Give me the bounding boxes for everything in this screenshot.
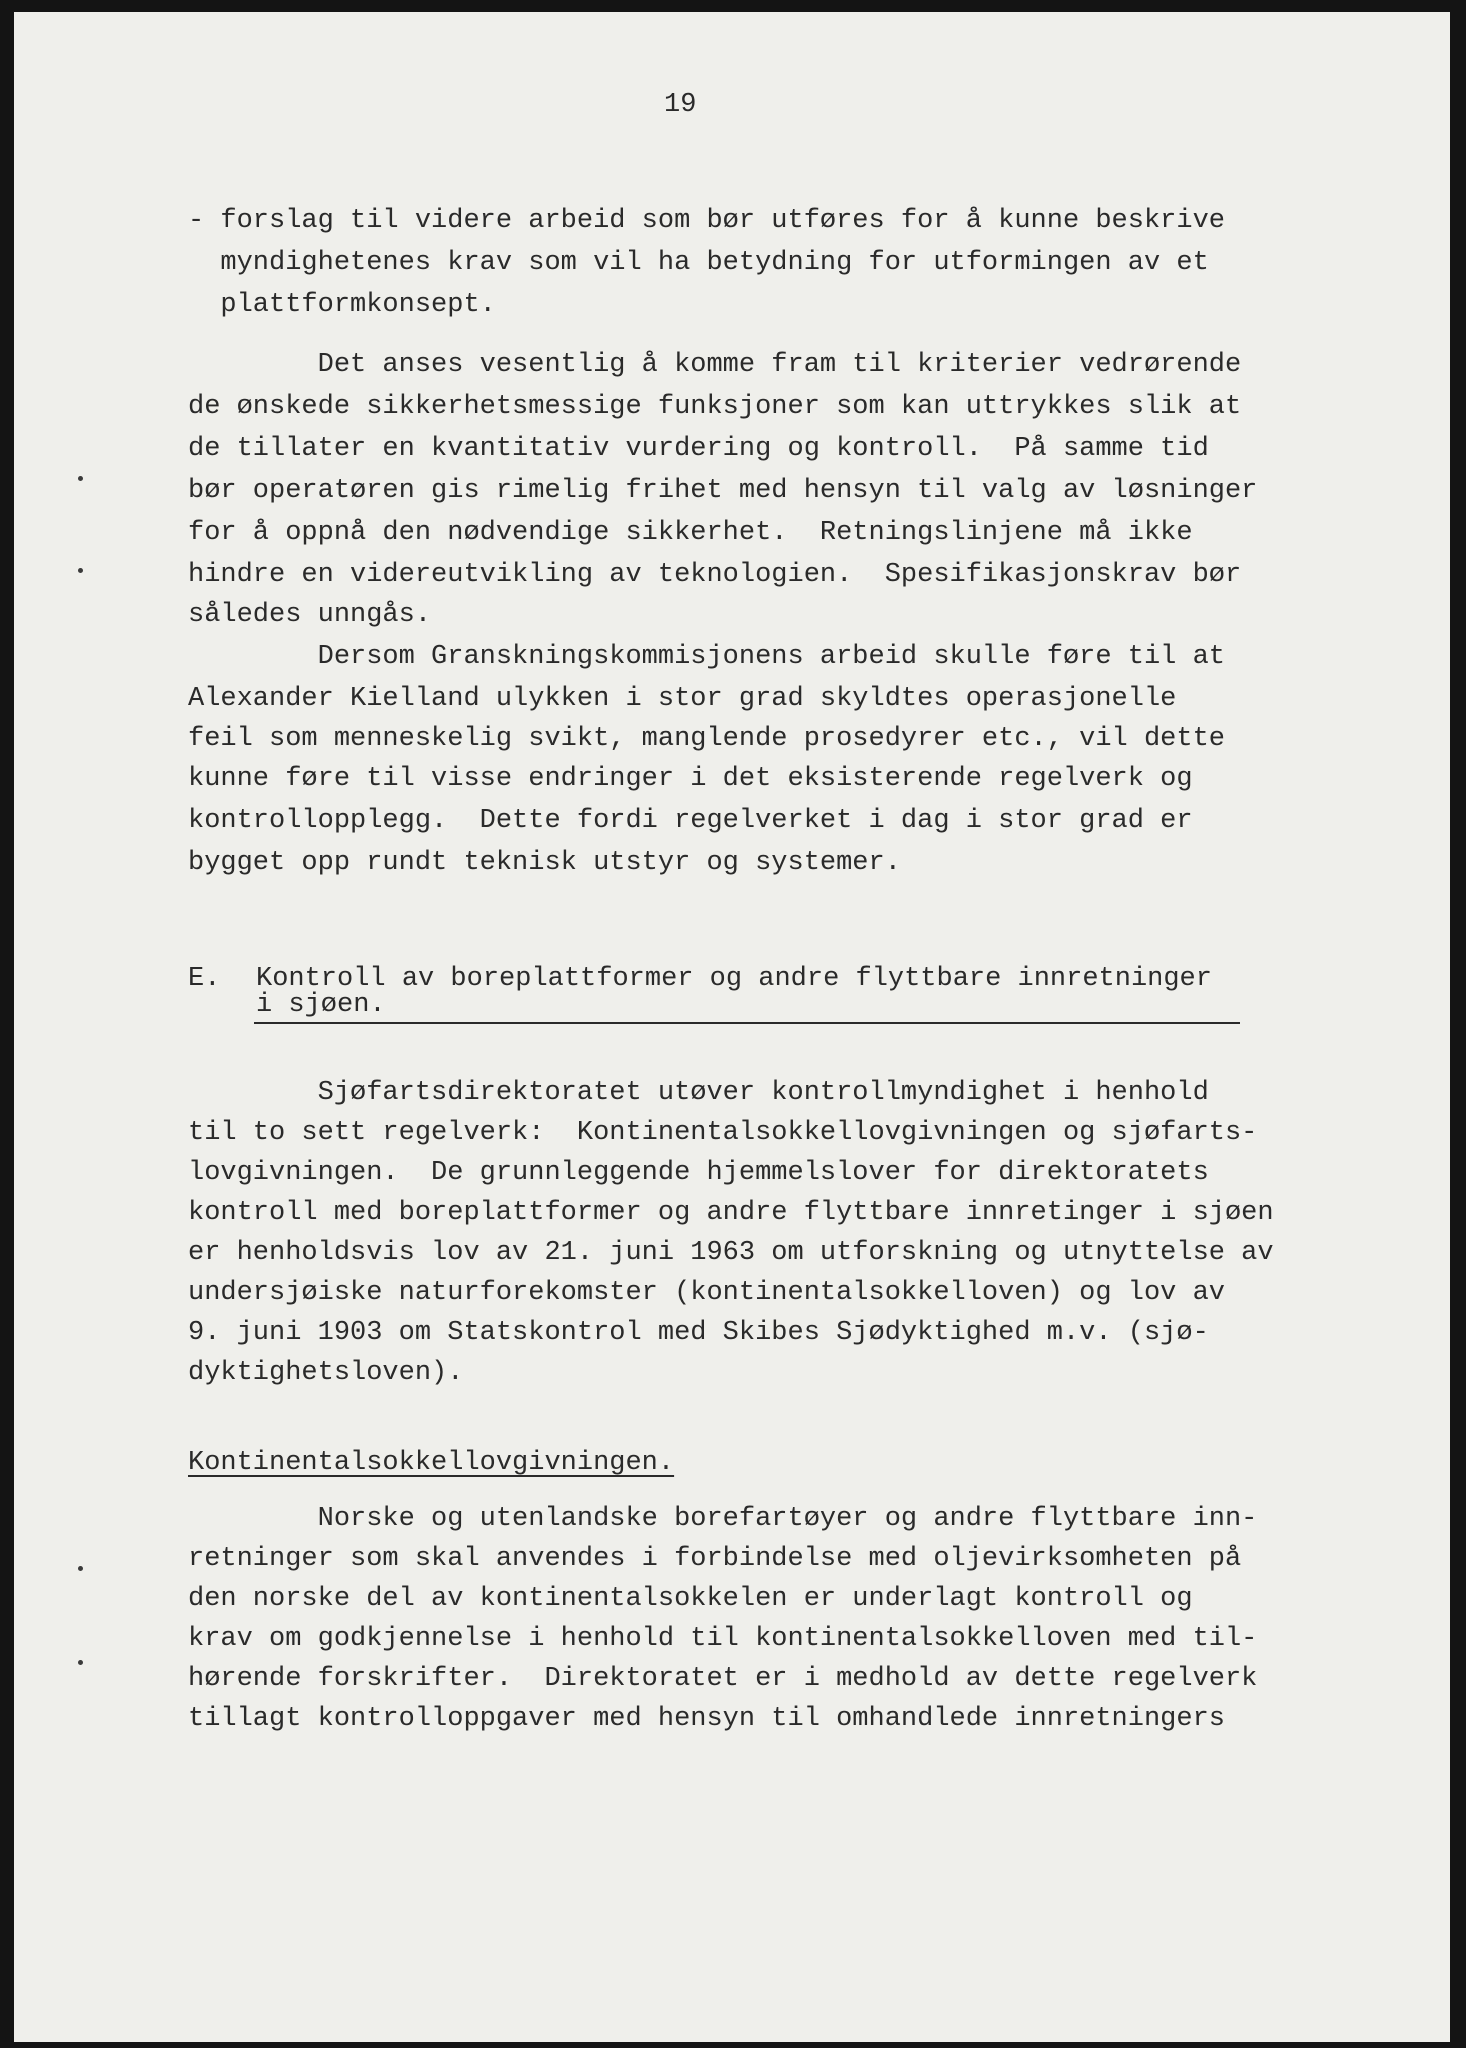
para3-line-8: dyktighetsloven). xyxy=(188,1358,464,1388)
para3-line-1: Sjøfartsdirektoratet utøver kontrollmyndighet i henhold xyxy=(188,1078,1209,1108)
section-e-title-line-2: i sjøen. xyxy=(256,990,386,1020)
para2-line-5: kontrollopplegg. Dette fordi regelverket i dag i stor grad er xyxy=(188,806,1193,836)
para1-line-7: således unngås. xyxy=(188,600,432,630)
bullet-line-3: plattformkonsept. xyxy=(188,290,496,320)
section-e-title-line-1: Kontroll av boreplattformer og andre flyttbare innretninger xyxy=(256,964,1212,994)
para2-line-4: kunne føre til visse endringer i det eksisterende regelverk og xyxy=(188,764,1193,794)
para3-line-3: lovgivningen. De grunnleggende hjemmelslover for direktoratets xyxy=(188,1158,1209,1188)
para1-line-2: de ønskede sikkerhetsmessige funksjoner som kan uttrykkes slik at xyxy=(188,392,1242,422)
bullet-line-1: - forslag til videre arbeid som bør utføres for å kunne beskrive xyxy=(188,206,1225,236)
para3-line-4: kontroll med boreplattformer og andre flyttbare innretinger i sjøen xyxy=(188,1198,1274,1228)
margin-mark xyxy=(78,476,83,481)
para2-line-1: Dersom Granskningskommisjonens arbeid skulle føre til at xyxy=(188,642,1225,672)
section-e-label: E. xyxy=(188,964,221,994)
bullet-line-2: myndighetenes krav som vil ha betydning for utformingen av et xyxy=(188,248,1209,278)
para1-line-5: for å oppnå den nødvendige sikkerhet. Retningslinjene må ikke xyxy=(188,518,1193,548)
para4-line-6: tillagt kontrolloppgaver med hensyn til omhandlede innretningers xyxy=(188,1704,1225,1734)
margin-mark xyxy=(78,568,83,573)
para3-line-5: er henholdsvis lov av 21. juni 1963 om utforskning og utnyttelse av xyxy=(188,1238,1274,1268)
para4-line-1: Norske og utenlandske borefartøyer og andre flyttbare inn- xyxy=(188,1504,1258,1534)
para4-line-2: retninger som skal anvendes i forbindelse med oljevirksomheten på xyxy=(188,1544,1242,1574)
para2-line-3: feil som menneskelig svikt, manglende prosedyrer etc., vil dette xyxy=(188,724,1225,754)
margin-mark xyxy=(78,1660,83,1665)
subheading-kontinentalsokkel: Kontinentalsokkellovgivningen. xyxy=(188,1448,675,1478)
margin-mark xyxy=(78,1566,83,1571)
para4-line-3: den norske del av kontinentalsokkelen er underlagt kontroll og xyxy=(188,1584,1193,1614)
page-number: 19 xyxy=(664,90,697,120)
para4-line-4: krav om godkjennelse i henhold til kontinentalsokkelloven med til- xyxy=(188,1624,1258,1654)
para1-line-6: hindre en videreutvikling av teknologien. Spesifikasjonskrav bør xyxy=(188,560,1242,590)
para1-line-4: bør operatøren gis rimelig frihet med hensyn til valg av løsninger xyxy=(188,476,1258,506)
para3-line-7: 9. juni 1903 om Statskontrol med Skibes Sjødyktighed m.v. (sjø- xyxy=(188,1318,1209,1348)
para2-line-6: bygget opp rundt teknisk utstyr og systemer. xyxy=(188,848,901,878)
para1-line-3: de tillater en kvantitativ vurdering og kontroll. På samme tid xyxy=(188,434,1209,464)
para4-line-5: hørende forskrifter. Direktoratet er i medhold av dette regelverk xyxy=(188,1664,1258,1694)
document-page xyxy=(14,12,1450,2042)
para3-line-2: til to sett regelverk: Kontinentalsokkellovgivningen og sjøfarts- xyxy=(188,1118,1258,1148)
para2-line-2: Alexander Kielland ulykken i stor grad skyldtes operasjonelle xyxy=(188,684,1177,714)
section-e-underline xyxy=(254,1022,1240,1024)
para3-line-6: undersjøiske naturforekomster (kontinentalsokkelloven) og lov av xyxy=(188,1278,1225,1308)
para1-line-1: Det anses vesentlig å komme fram til kriterier vedrørende xyxy=(188,350,1242,380)
